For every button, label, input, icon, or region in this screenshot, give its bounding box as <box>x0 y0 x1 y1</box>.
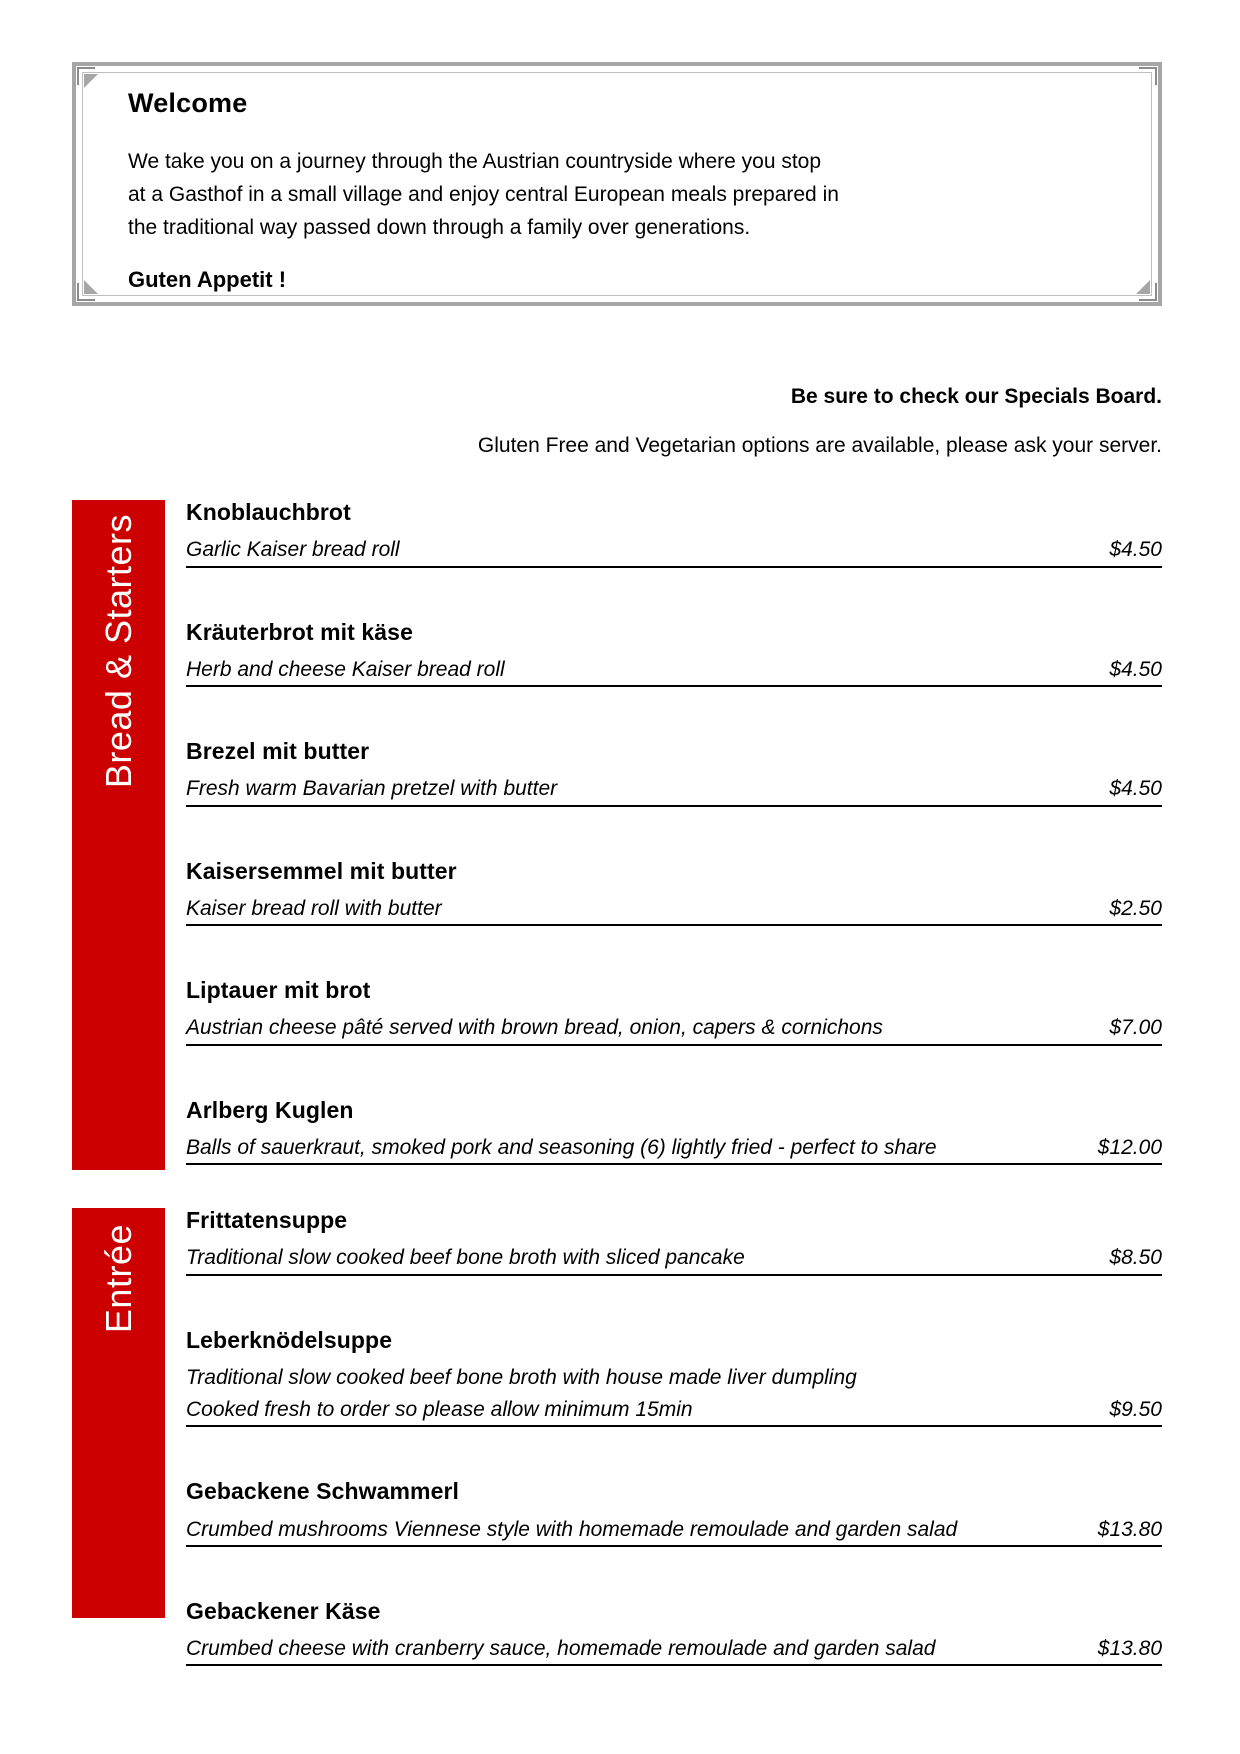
menu-item-name: Gebackene Schwammerl <box>186 1478 460 1505</box>
dietary-options-note: Gluten Free and Vegetarian options are available, please ask your server. <box>477 434 1162 457</box>
menu-item-description: Austrian cheese pâté served with brown bread, onion, capers & cornichons <box>186 1016 883 1040</box>
menu-item <box>186 1208 1162 1276</box>
menu-item-name: Liptauer mit brot <box>186 977 371 1004</box>
menu-item-description: Garlic Kaiser bread roll <box>186 538 400 562</box>
menu-item-name: Brezel mit butter <box>186 738 370 765</box>
menu-item-description-extra: Traditional slow cooked beef bone broth with house made liver dumpling <box>186 1365 857 1389</box>
menu-item <box>186 620 1162 688</box>
menu-item <box>186 1328 1162 1428</box>
corner-mark-top-right-icon <box>1139 67 1157 85</box>
menu-item-description-row <box>186 1135 1162 1165</box>
menu-item-spacer <box>186 926 1162 978</box>
menu-item-description: Balls of sauerkraut, smoked pork and seasoning (6) lightly fried - perfect to share <box>186 1136 937 1160</box>
welcome-box <box>72 62 1162 306</box>
menu-item-name: Kaisersemmel mit butter <box>186 857 457 884</box>
menu-section-bread-and-starters <box>72 500 1162 1165</box>
menu-item-name: Gebackener Käse <box>186 1597 381 1624</box>
menu-item-description: Cooked fresh to order so please allow minimum 15min <box>186 1398 693 1422</box>
menu-item-name: Arlberg Kuglen <box>186 1096 354 1123</box>
welcome-closing-text: Guten Appetit ! <box>128 267 287 292</box>
menu-item-description: Kaiser bread roll with butter <box>186 896 442 920</box>
welcome-paragraph-line: the traditional way passed down through a family over generations. <box>128 216 751 239</box>
section-tab-bread-and-starters <box>72 500 165 1170</box>
specials-board-note: Be sure to check our Specials Board. <box>790 385 1162 408</box>
menu-item <box>186 1098 1162 1166</box>
welcome-paragraph-line: at a Gasthof in a small village and enjoy central European meals prepared in <box>128 183 839 206</box>
menu-item-spacer <box>186 568 1162 620</box>
menu-item-list <box>186 1208 1162 1666</box>
notes-block <box>72 382 1162 461</box>
menu-item-price: $8.50 <box>1109 1246 1162 1270</box>
menu-item-price: $4.50 <box>1109 538 1162 562</box>
menu-item-name: Kräuterbrot mit käse <box>186 618 413 645</box>
menu-section-entree <box>72 1208 1162 1666</box>
section-tab-entree <box>72 1208 165 1618</box>
menu-item-price: $13.80 <box>1097 1517 1162 1541</box>
menu-item-price: $9.50 <box>1109 1398 1162 1422</box>
menu-item-description: Herb and cheese Kaiser bread roll <box>186 657 505 681</box>
menu-item <box>186 1479 1162 1547</box>
menu-item-spacer <box>186 1276 1162 1328</box>
menu-item-price: $4.50 <box>1109 777 1162 801</box>
menu-item-name: Frittatensuppe <box>186 1207 348 1233</box>
menu-item <box>186 739 1162 807</box>
menu-item-price: $4.50 <box>1109 657 1162 681</box>
menu-item-description-row <box>186 537 1162 567</box>
menu-item <box>186 978 1162 1046</box>
menu-item-description-row <box>186 1015 1162 1045</box>
menu-item-description: Fresh warm Bavarian pretzel with butter <box>186 777 558 801</box>
welcome-paragraph-line: We take you on a journey through the Austrian countryside where you stop <box>128 150 822 173</box>
corner-mark-bottom-left-icon <box>77 283 95 301</box>
menu-item-spacer <box>186 807 1162 859</box>
corner-triangle-bottom-right-icon <box>1136 280 1150 294</box>
menu-item-description-row <box>186 1517 1162 1547</box>
menu-item <box>186 859 1162 927</box>
menu-item-name: Leberknödelsuppe <box>186 1326 393 1353</box>
menu-item-price: $12.00 <box>1097 1136 1162 1160</box>
menu-item-description-extra-row <box>186 1365 1162 1391</box>
menu-item-description-row <box>186 1636 1162 1666</box>
menu-item-description-row <box>186 1397 1162 1427</box>
menu-item-description-row <box>186 896 1162 926</box>
corner-triangle-bottom-left-icon <box>84 280 98 294</box>
menu-item-description-row <box>186 1245 1162 1275</box>
corner-triangle-top-left-icon <box>84 74 98 88</box>
menu-item <box>186 1599 1162 1667</box>
menu-item-description: Traditional slow cooked beef bone broth with sliced pancake <box>186 1246 745 1270</box>
menu-item <box>186 500 1162 568</box>
welcome-heading: Welcome <box>128 88 248 118</box>
menu-item-spacer <box>186 1547 1162 1599</box>
corner-mark-bottom-right-icon <box>1139 283 1157 301</box>
menu-item-price: $2.50 <box>1109 896 1162 920</box>
menu-item-spacer <box>186 1427 1162 1479</box>
menu-item-description: Crumbed mushrooms Viennese style with homemade remoulade and garden salad <box>186 1517 958 1541</box>
section-tab-label: Bread & Starters <box>97 514 139 789</box>
menu-item-description-row <box>186 776 1162 806</box>
corner-mark-top-left-icon <box>77 67 95 85</box>
menu-item-spacer <box>186 1046 1162 1098</box>
section-tab-label: Entrée <box>97 1224 139 1334</box>
menu-item-spacer <box>186 687 1162 739</box>
menu-item-list <box>186 500 1162 1165</box>
menu-item-description-row <box>186 657 1162 687</box>
menu-item-price: $13.80 <box>1097 1637 1162 1661</box>
menu-item-name: Knoblauchbrot <box>186 499 351 525</box>
welcome-content <box>128 88 1128 293</box>
menu-item-price: $7.00 <box>1109 1016 1162 1040</box>
menu-item-description: Crumbed cheese with cranberry sauce, homemade remoulade and garden salad <box>186 1637 936 1661</box>
